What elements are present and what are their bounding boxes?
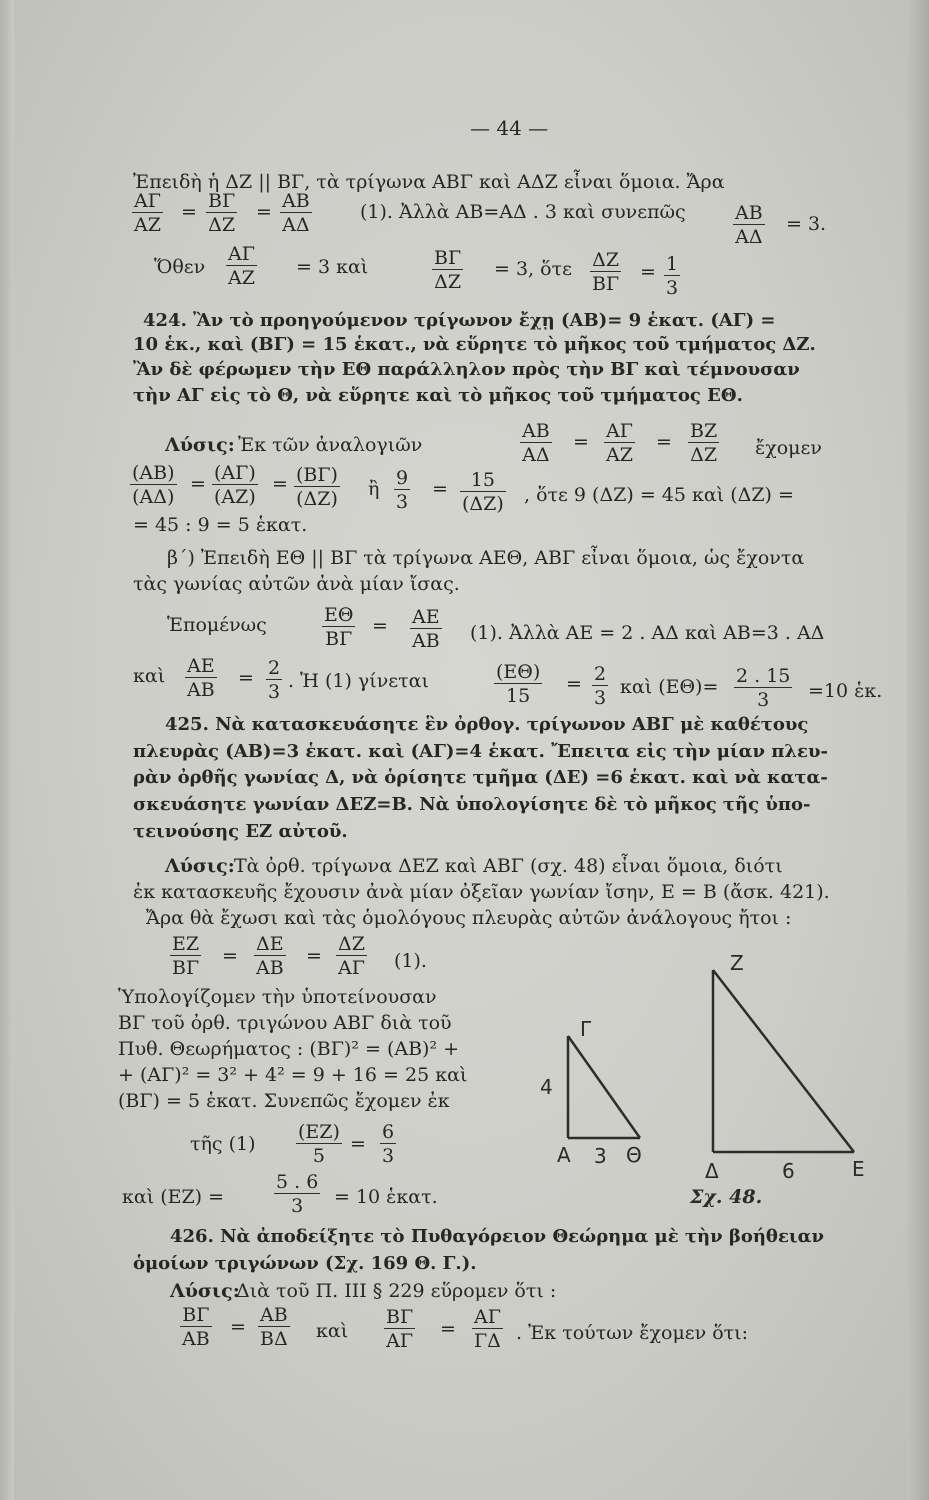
equals-sign: = [372, 615, 388, 637]
equals-sign: = [238, 667, 254, 689]
equals-sign: = [350, 1133, 366, 1155]
text-line: σκευάσητε γωνίαν ΔΕΖ=Β. Νὰ ὑπολογίσητε δὲ τὸ μῆκος τῆς ὑπο- [133, 794, 811, 815]
fraction: $\frac{\Delta Z}{A\Gamma}$ [338, 933, 365, 979]
text-line: ρὰν ὀρθῆς γωνίας Δ, νὰ ὁρίσητε τμῆμα (ΔΕ) =6 ἑκατ. καὶ νὰ κατα- [133, 767, 828, 788]
fraction: $\frac{9}{3}$ [396, 467, 409, 513]
text-line: Τὰ ὀρθ. τρίγωνα ΔΕΖ καὶ ΑΒΓ (σχ. 48) εἶναι ὅμοια, διότι [234, 855, 783, 877]
side-label: 3 [594, 1144, 607, 1168]
text-word: καὶ (ΕΖ) = [122, 1186, 225, 1208]
small-triangle [568, 1036, 640, 1138]
text-word: καὶ [316, 1320, 349, 1342]
exercise-425: 425. Νὰ κατασκευάσητε ἓν ὀρθογ. τρίγωνον ΑΒΓ μὲ καθέτους [165, 714, 809, 735]
text-word: ἢ [368, 478, 380, 500]
equals-sign: = [640, 261, 656, 283]
equals-sign: = [256, 201, 272, 223]
text-line: τὰς γωνίας αὐτῶν ἀνὰ μίαν ἴσας. [133, 573, 460, 595]
text-line: Ἂν δὲ φέρωμεν τὴν ΕΘ παράλληλον πρὸς τὴν ΒΓ καὶ τέμνουσαν [133, 359, 800, 380]
fraction: $\frac{1}{3}$ [666, 253, 679, 299]
equals-sign: = [181, 201, 197, 223]
text-line: (1). Ἀλλὰ ΑΒ=ΑΔ . 3 καὶ συνεπῶς [360, 201, 686, 223]
text-line: β΄) Ἐπειδὴ ΕΘ || ΒΓ τὰ τρίγωνα ΑΕΘ, ΑΒΓ εἶναι ὅμοια, ὡς ἔχοντα [167, 547, 805, 569]
fraction: $\frac{\Delta E}{AB}$ [256, 933, 284, 979]
equals-sign: = [566, 673, 582, 695]
text-line: Ἐπειδὴ ἡ ΔΖ || ΒΓ, τὰ τρίγωνα ΑΒΓ καὶ ΑΔΖ εἶναι ὅμοια. Ἄρα [133, 171, 725, 193]
fraction: $\frac{(E\Theta)}{15}$ [496, 661, 541, 707]
fraction: $\frac{A\Gamma}{AZ}$ [228, 243, 255, 289]
text-line: τὴν ΑΓ εἰς τὸ Θ, νὰ εὕρητε καὶ τὸ μῆκος τοῦ τμήματος ΕΘ. [133, 385, 743, 406]
vertex-label: Δ [705, 1159, 719, 1183]
equals-sign: = [272, 473, 288, 495]
text-line: Ἄρα θὰ ἔχωσι καὶ τὰς ὁμολόγους πλευρὰς αὐτῶν ἀνάλογους ἤτοι : [146, 907, 792, 929]
value: =10 ἑκ. [808, 680, 883, 702]
text-word: Ἐκ τῶν ἀναλογιῶν [238, 434, 423, 456]
equals-sign: = [190, 473, 206, 495]
fraction: $\frac{(AB)}{(A\Delta)}$ [132, 462, 175, 508]
page-number: — 44 — [470, 116, 549, 140]
fraction: $\frac{2 . 15}{3}$ [736, 665, 791, 711]
text-word: Ὅθεν [154, 256, 206, 278]
text-line: Πυθ. Θεωρήματος : (ΒΓ)² = (ΑΒ)² + [118, 1038, 460, 1060]
text-word: Ἑπομένως [167, 614, 267, 636]
solution-label: Λύσις: [165, 434, 235, 456]
text-line: πλευρὰς (ΑΒ)=3 ἑκατ. καὶ (ΑΓ)=4 ἑκατ. Ἔπειτα εἰς τὴν μίαν πλευ- [133, 741, 828, 762]
text-line: , ὅτε 9 (ΔΖ) = 45 καὶ (ΔΖ) = [524, 484, 794, 506]
fraction: $\frac{A\Gamma}{\Gamma\Delta}$ [474, 1306, 501, 1352]
vertex-label: Γ [580, 1017, 592, 1041]
text-word: τῆς (1) [190, 1133, 256, 1155]
side-label: 6 [782, 1159, 795, 1183]
solution-label: Λύσις: [170, 1280, 240, 1302]
text-word: καὶ (ΕΘ)= [620, 676, 719, 698]
text-line: ὁμοίων τριγώνων (Σχ. 169 Θ. Γ.). [133, 1253, 477, 1274]
text-line: + (ΑΓ)² = 3² + 4² = 9 + 16 = 25 καὶ [118, 1064, 468, 1086]
text-word: (1). [394, 950, 427, 972]
text-word: καὶ [133, 665, 166, 687]
equals-sign: = [656, 431, 672, 453]
fraction: $\frac{A\Gamma}{AZ}$ [134, 190, 161, 236]
text-line: (ΒΓ) = 5 ἑκατ. Συνεπῶς ἔχομεν ἐκ [118, 1090, 450, 1112]
equals-sign: = [440, 1318, 456, 1340]
text-line: . Ἡ (1) γίνεται [288, 670, 429, 692]
value: = 10 ἑκατ. [334, 1186, 438, 1208]
side-ez [713, 970, 854, 1152]
fraction: $\frac{AB}{B\Delta}$ [260, 1304, 288, 1350]
text-line: Ὑπολογίζομεν τὴν ὑποτείνουσαν [118, 986, 437, 1008]
fraction: $\frac{B\Gamma}{A\Gamma}$ [386, 1306, 414, 1352]
fraction: $\frac{(EZ)}{5}$ [298, 1121, 340, 1167]
fraction: $\frac{AE}{AB}$ [187, 655, 215, 701]
vertex-label: Α [557, 1143, 571, 1167]
text-line: = 45 : 9 = 5 ἑκατ. [133, 514, 308, 536]
fraction: $\frac{AE}{AB}$ [412, 606, 440, 652]
fraction: $\frac{B\Gamma}{\Delta Z}$ [208, 190, 236, 236]
fraction: $\frac{A\Gamma}{AZ}$ [606, 420, 633, 466]
fraction: $\frac{2}{3}$ [268, 657, 281, 703]
fraction: $\frac{B\Gamma}{AB}$ [182, 1304, 210, 1350]
fraction: $\frac{(B\Gamma)}{(\Delta Z)}$ [296, 464, 338, 510]
fraction: $\frac{\Delta Z}{B\Gamma}$ [592, 249, 620, 295]
text-word: = 3, ὅτε [494, 258, 572, 280]
side-bg [568, 1036, 640, 1138]
figure-caption: Σχ. 48. [690, 1186, 763, 1208]
vertex-label: Θ [626, 1143, 642, 1167]
text-word: = 3 καὶ [296, 256, 369, 278]
fraction: $\frac{5 . 6}{3}$ [276, 1171, 319, 1217]
equals-sign: = [306, 945, 322, 967]
text-line: ΒΓ τοῦ ὀρθ. τριγώνου ΑΒΓ διὰ τοῦ [118, 1012, 452, 1034]
fraction: $\frac{2}{3}$ [594, 663, 607, 709]
text-line: (1). Ἀλλὰ ΑΕ = 2 . ΑΔ καὶ ΑΒ=3 . ΑΔ [470, 622, 825, 644]
solution-label: Λύσις: [165, 855, 235, 877]
fraction: $\frac{B\Gamma}{\Delta Z}$ [434, 247, 462, 293]
text-word: ἔχομεν [755, 437, 822, 459]
text-line: Διὰ τοῦ Π. ΙΙΙ § 229 εὕρομεν ὅτι : [236, 1280, 557, 1302]
fraction: $\frac{AB}{A\Delta}$ [522, 420, 550, 466]
fraction: $\frac{E\Theta}{B\Gamma}$ [324, 604, 354, 650]
vertex-label: Ζ [730, 951, 744, 975]
equals-sign: = [432, 478, 448, 500]
text-line: ἐκ κατασκευῆς ἔχουσιν ἀνὰ μίαν ὀξεῖαν γωνίαν ἴσην, Ε = Β (ἄσκ. 421). [133, 881, 830, 903]
text-line: 10 ἑκ., καὶ (ΒΓ) = 15 ἑκατ., νὰ εὕρητε τὸ μῆκος τοῦ τμήματος ΔΖ. [133, 334, 816, 355]
exercise-424: 424. Ἂν τὸ προηγούμενον τρίγωνον ἔχῃ (ΑΒ)= 9 ἑκατ. (ΑΓ) = [143, 310, 776, 331]
vertex-label: Ε [852, 1157, 865, 1181]
large-triangle [713, 970, 854, 1152]
fraction: $\frac{AB}{A\Delta}$ [282, 190, 310, 236]
text-line: τεινούσης ΕΖ αὐτοῦ. [133, 821, 348, 842]
equals-sign: = [230, 1316, 246, 1338]
fraction: $\frac{BZ}{\Delta Z}$ [690, 420, 718, 466]
equals-sign: = [573, 431, 589, 453]
value: = 3. [786, 213, 827, 235]
text-line: . Ἐκ τούτων ἔχομεν ὅτι: [516, 1322, 749, 1344]
fraction: $\frac{(A\Gamma)}{(AZ)}$ [214, 462, 256, 508]
exercise-426: 426. Νὰ ἀποδείξητε τὸ Πυθαγόρειον Θεώρημα μὲ τὴν βοήθειαν [170, 1226, 824, 1247]
fraction: $\frac{EZ}{B\Gamma}$ [172, 933, 200, 979]
equals-sign: = [222, 945, 238, 967]
side-label: 4 [540, 1075, 553, 1099]
fraction: $\frac{15}{(\Delta Z)}$ [462, 469, 504, 515]
fraction: $\frac{6}{3}$ [382, 1121, 395, 1167]
fraction: $\frac{AB}{A\Delta}$ [735, 202, 763, 248]
